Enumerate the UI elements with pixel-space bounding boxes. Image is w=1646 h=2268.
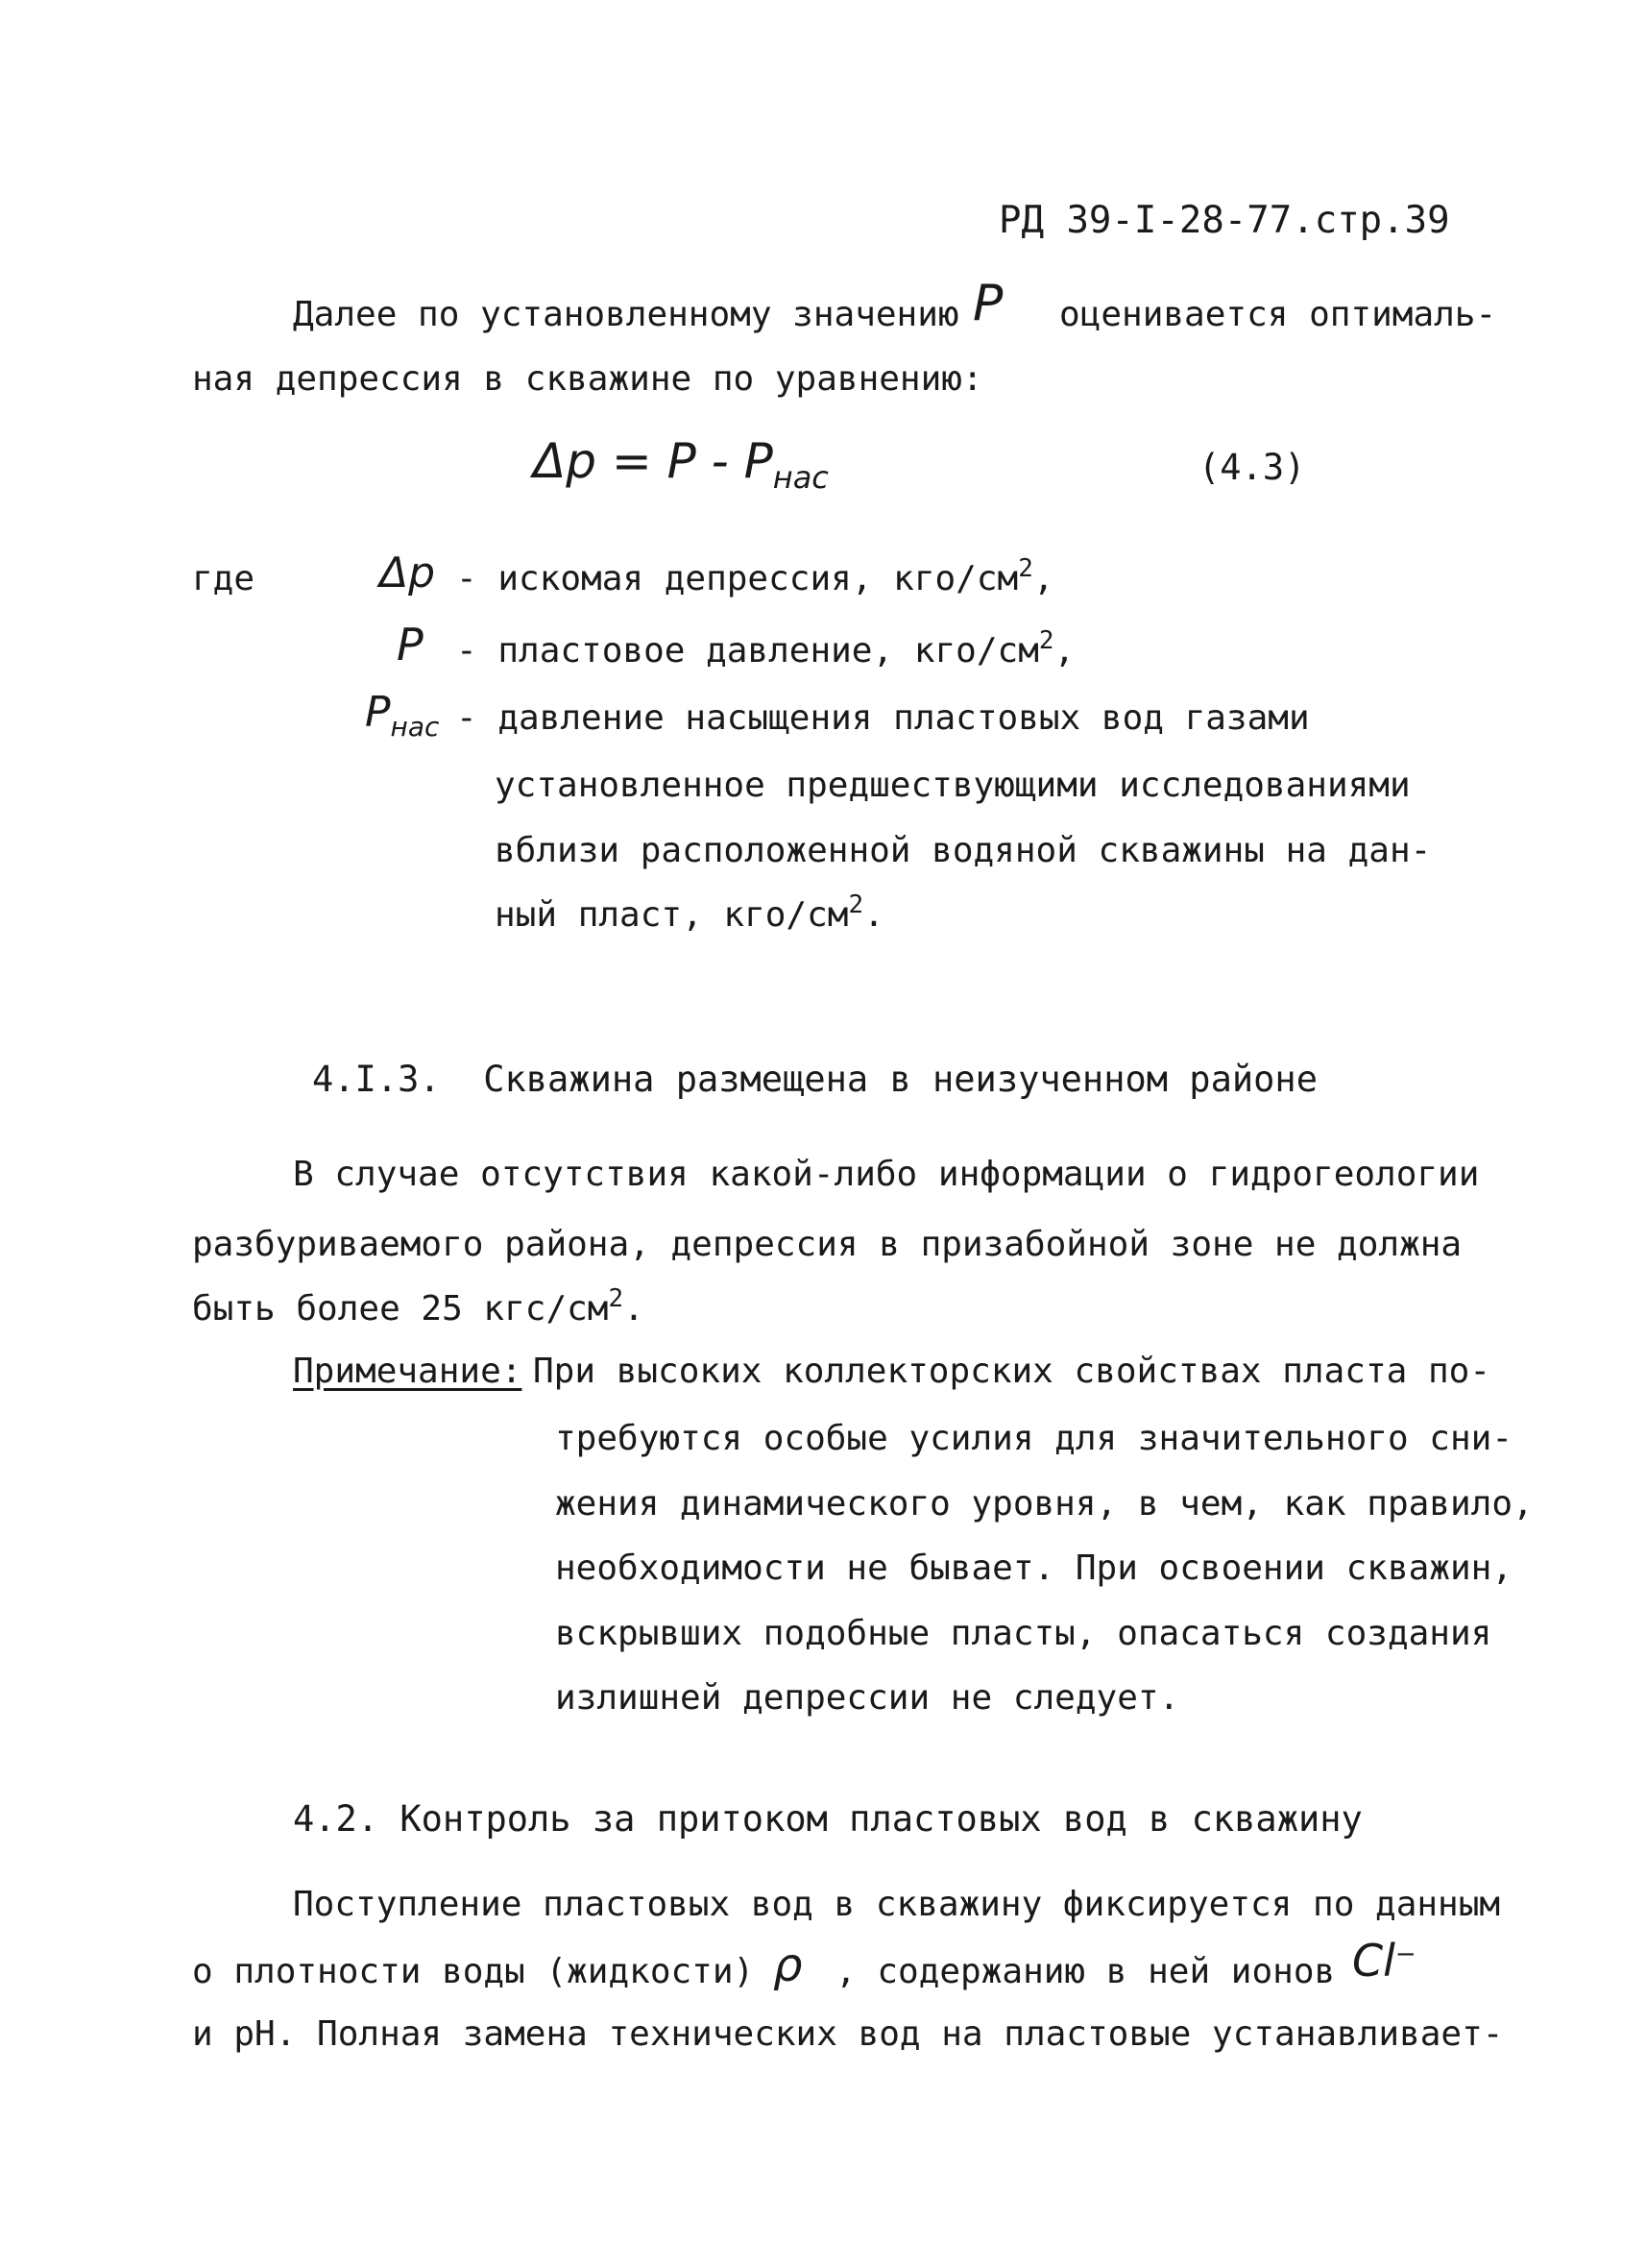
punctuation: .	[863, 895, 884, 935]
definition-p	[456, 625, 1076, 671]
punctuation: ,	[1032, 559, 1054, 598]
symbol-p: P	[397, 619, 424, 671]
paragraph-2-line-3-text: быть более 25 кгс/см	[192, 1289, 609, 1329]
definition-p-text: - пластовое давление, кго/см	[456, 631, 1039, 671]
symbol-chloride-ion-main: Cl	[1352, 1935, 1395, 1987]
note-line-3: жения динамического уровня, в чем, как правило,	[555, 1484, 1534, 1524]
symbol-rho: ρ	[773, 1939, 803, 1992]
symbol-p-sat	[365, 688, 440, 743]
equation-subscript: нас	[772, 459, 829, 496]
note-line-2: требуются особые усилия для значительного сни-	[555, 1419, 1513, 1458]
note-label: Примечание:	[293, 1352, 522, 1391]
paragraph-1-line-2: ная депрессия в скважине по уравнению:	[192, 359, 983, 399]
section-4-1-3-title: 4.I.3. Скважина размещена в неизученном районе	[312, 1059, 1318, 1100]
paragraph-2-line-3	[192, 1283, 644, 1329]
note-line-5: вскрывших подобные пласты, опасаться создания	[555, 1614, 1492, 1653]
definition-delta-p	[456, 553, 1054, 598]
page-header: РД 39-I-28-77.стр.39	[999, 199, 1450, 242]
definition-continuation-3-text: ный пласт, кго/см	[495, 895, 849, 935]
symbol-chloride-ion-charge: −	[1394, 1939, 1416, 1969]
superscript: 2	[608, 1283, 624, 1313]
superscript: 2	[1018, 553, 1033, 583]
paragraph-1-line-1-end: оценивается оптималь-	[1059, 295, 1497, 334]
superscript: 2	[848, 890, 864, 919]
definition-continuation-1: установленное предшествующими исследованиями	[495, 766, 1411, 805]
symbol-p-sat-main: P	[365, 688, 391, 737]
paragraph-1-line-1-start: Далее по установленному значению	[293, 295, 959, 334]
definition-continuation-2: вблизи расположенной водяной скважины на дан-	[495, 831, 1432, 870]
paragraph-3-line-1: Поступление пластовых вод в скважину фиксируется по данным	[293, 1885, 1501, 1924]
punctuation: ,	[1053, 631, 1076, 671]
definition-p-sat: - давление насыщения пластовых вод газами	[456, 698, 1310, 738]
variable-p: P	[973, 275, 1004, 332]
definition-continuation-3	[495, 890, 884, 935]
punctuation: .	[623, 1289, 644, 1329]
symbol-p-sat-sub: нас	[390, 710, 440, 743]
symbol-chloride-ion	[1352, 1935, 1416, 1987]
note-line-4: необходимости не бывает. При освоении скважин,	[555, 1549, 1513, 1588]
note-line-6: излишней депрессии не следует.	[555, 1678, 1180, 1718]
paragraph-3-line-2-mid: , содержанию в ней ионов	[835, 1952, 1336, 1991]
symbol-delta-p: Δp	[379, 549, 436, 597]
equation-lhs: Δp = P - P	[533, 433, 773, 489]
paragraph-3-line-2-start: о плотности воды (жидкости)	[192, 1952, 755, 1991]
definition-delta-p-text: - искомая депрессия, кго/см	[456, 559, 1019, 598]
section-4-2-title: 4.2. Контроль за притоком пластовых вод в скважину	[293, 1798, 1363, 1840]
paragraph-2-line-2: разбуриваемого района, депрессия в призабойной зоне не должна	[192, 1225, 1463, 1264]
where-label: где	[192, 559, 255, 598]
note-line-1: При высоких коллекторских свойствах пласта по-	[533, 1352, 1490, 1391]
superscript: 2	[1038, 625, 1054, 655]
paragraph-3-line-3: и pH. Полная замена технических вод на пластовые устанавливает-	[192, 2014, 1504, 2054]
paragraph-2-line-1: В случае отсутствия какой-либо информации о гидрогеологии	[293, 1155, 1480, 1194]
equation-number: (4.3)	[1198, 447, 1306, 488]
equation-4-3	[533, 433, 829, 496]
